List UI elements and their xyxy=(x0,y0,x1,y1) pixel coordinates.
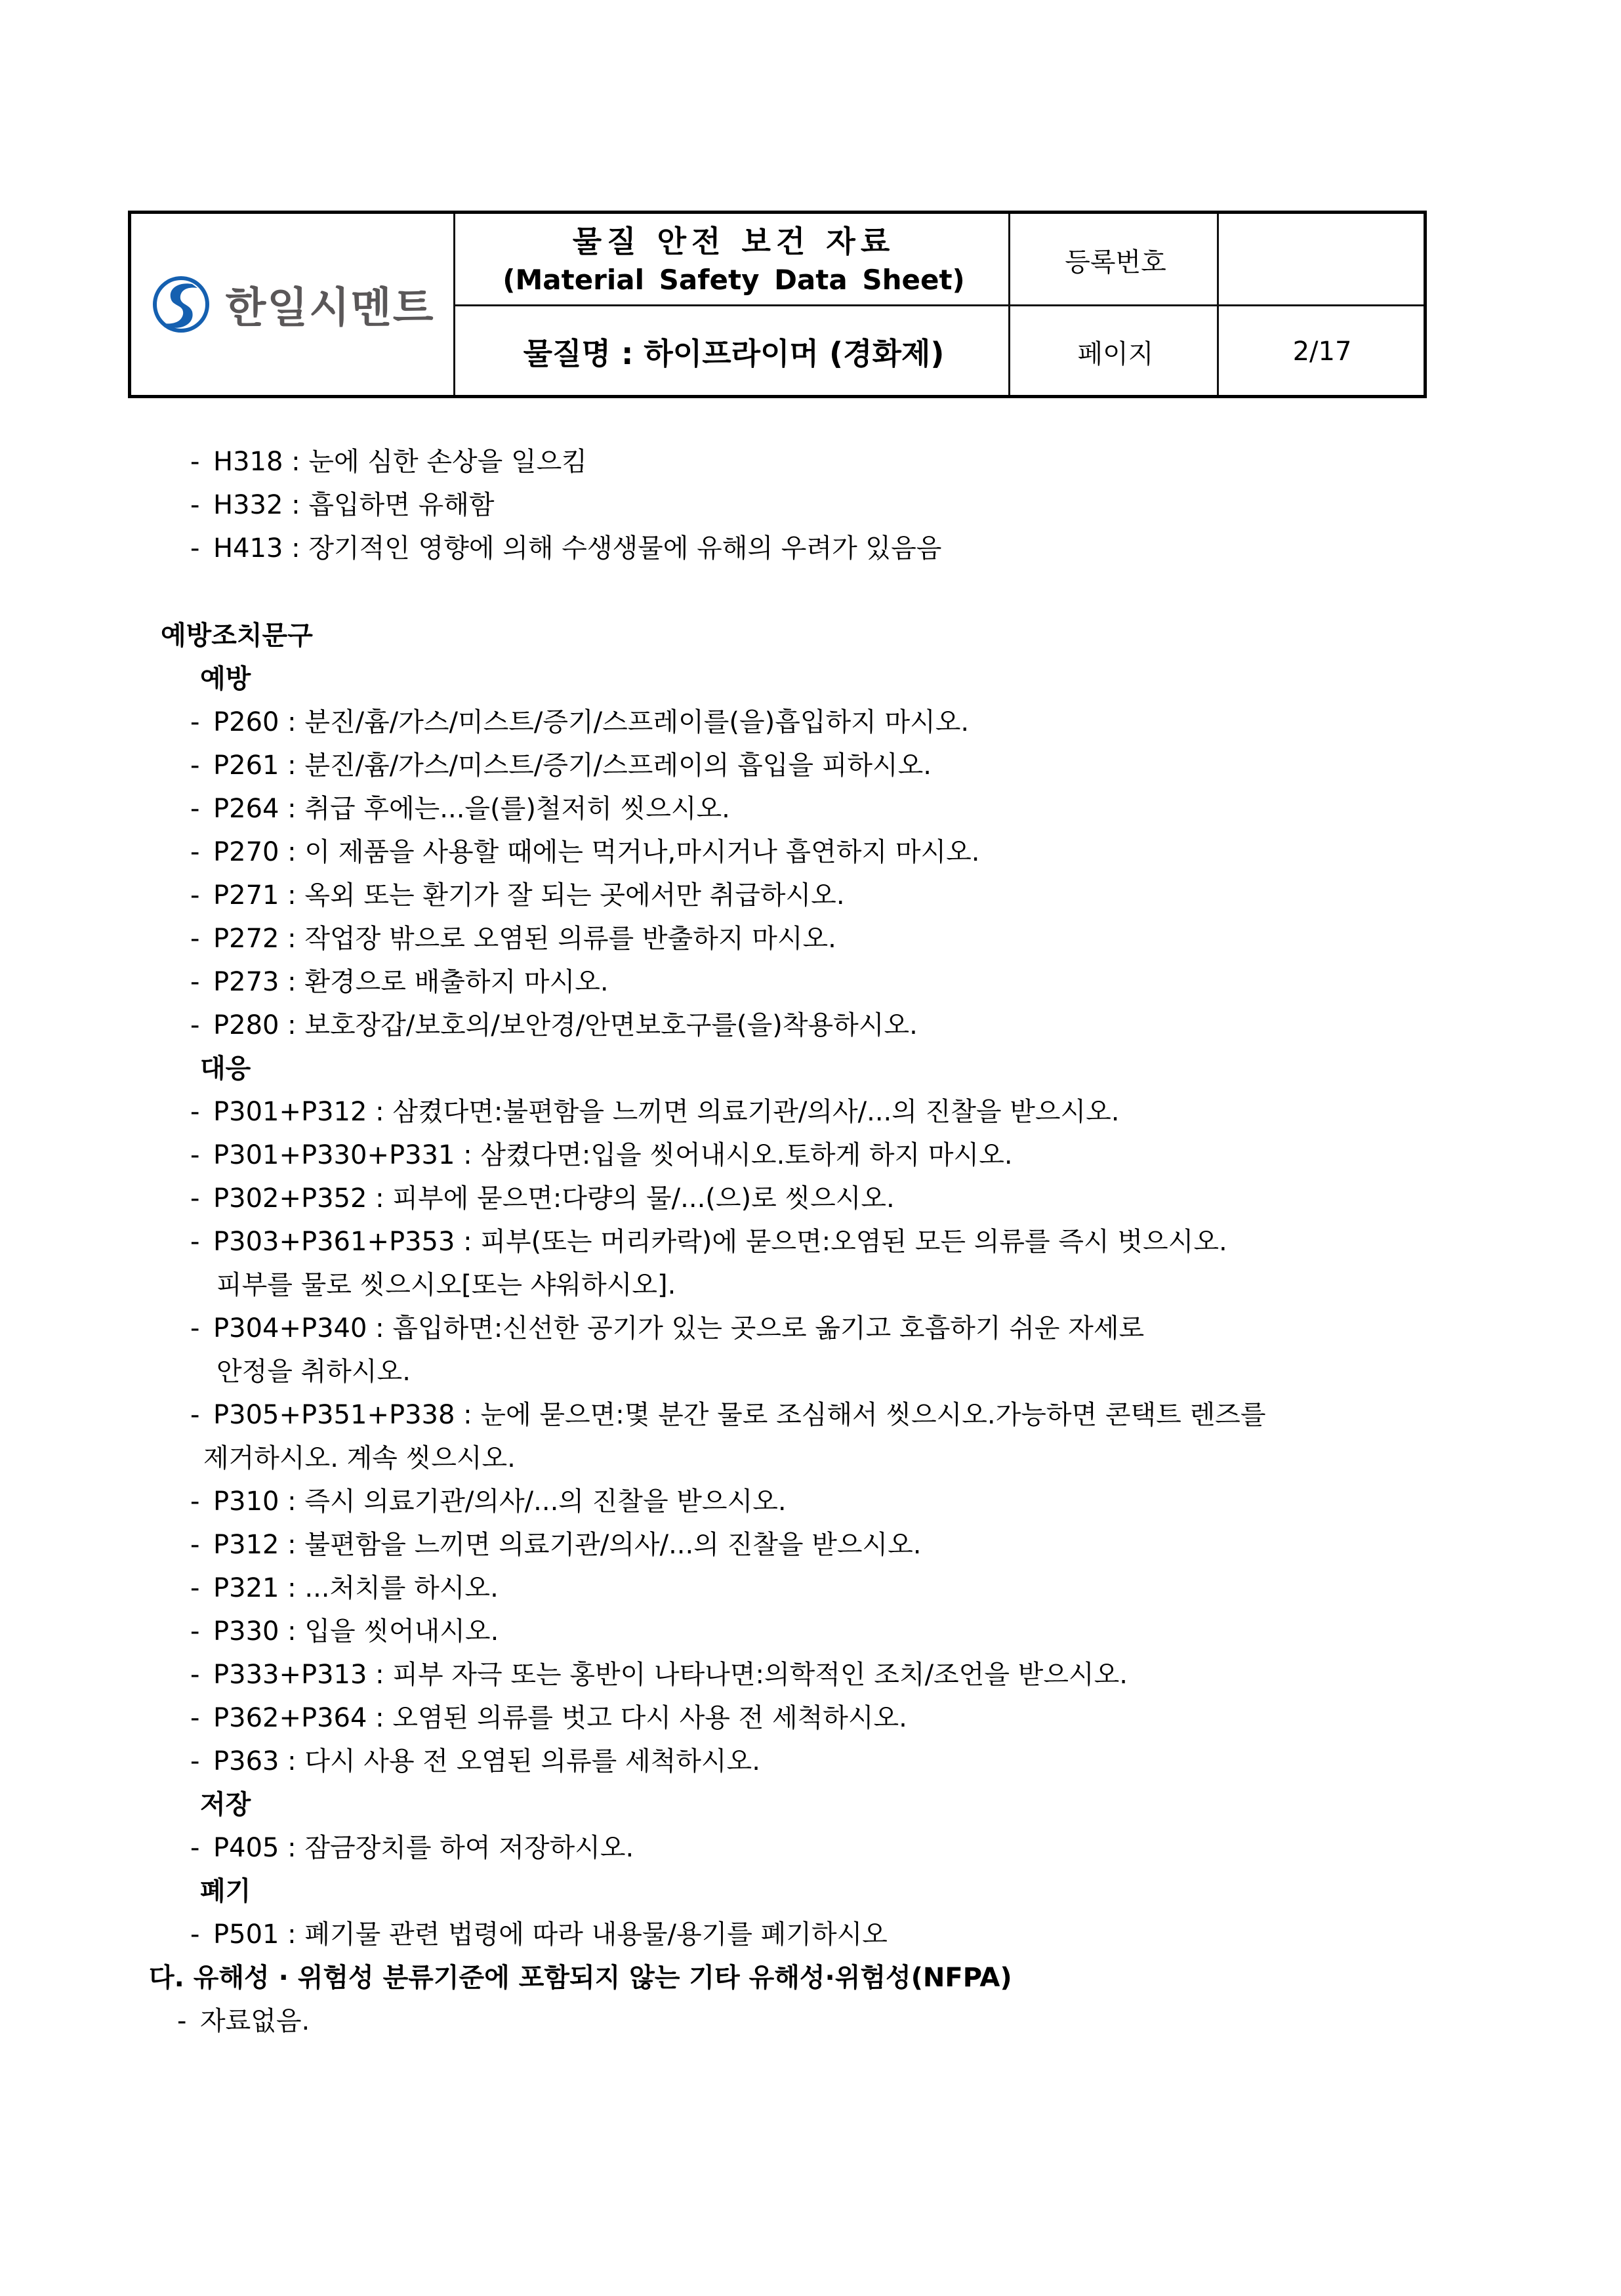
bullet-dash: - xyxy=(190,490,200,520)
hazard-code: H413 xyxy=(213,533,283,564)
section-da-heading: 다. 유해성 · 위험성 분류기준에 포함되지 않는 기타 유해성·위험성(NFPA) xyxy=(149,1963,1012,1993)
material-name: 물질명 : 하이프라이머 (경화제) xyxy=(523,336,945,371)
prevention-heading: 예방 xyxy=(200,664,251,694)
registration-number-label: 등록번호 xyxy=(1065,247,1166,277)
hazard-code: H318 xyxy=(213,447,283,477)
hazard-text: 장기적인 영향에 의해 수생생물에 유해의 우려가 있음음 xyxy=(308,533,942,564)
company-s-emblem-icon xyxy=(152,275,211,334)
response-item-continuation: 제거하시오. 계속 씻으시오. xyxy=(203,1443,516,1473)
page-label: 페이지 xyxy=(1077,338,1154,369)
precautionary-heading: 예방조치문구 xyxy=(161,621,313,651)
document-title-english: (Material Safety Data Sheet) xyxy=(503,264,965,297)
hazard-text: 흡입하면 유해함 xyxy=(308,490,495,520)
response-item-continuation: 피부를 물로 씻으시오[또는 샤워하시오]. xyxy=(216,1270,676,1300)
bullet-dash: - xyxy=(190,533,200,564)
response-heading: 대응 xyxy=(200,1054,251,1084)
hazard-code: H332 xyxy=(213,490,283,520)
response-item-continuation: 안정을 취하시오. xyxy=(216,1357,411,1387)
disposal-heading: 폐기 xyxy=(200,1876,251,1906)
document-title-cell xyxy=(457,214,1010,306)
company-logo-cell xyxy=(131,214,455,395)
bullet-dash: - xyxy=(190,447,200,477)
page-number: 2/17 xyxy=(1292,337,1352,367)
company-logo xyxy=(152,274,434,335)
company-name: 한일시멘트 xyxy=(225,284,435,333)
registration-number-value xyxy=(1221,214,1424,306)
column-divider xyxy=(1008,214,1010,395)
hazard-text: 눈에 심한 손상을 일으킴 xyxy=(308,447,587,477)
document-header-table xyxy=(128,211,1427,398)
storage-heading: 저장 xyxy=(200,1790,251,1820)
document-title-korean: 물질 안전 보건 자료 xyxy=(572,224,895,260)
